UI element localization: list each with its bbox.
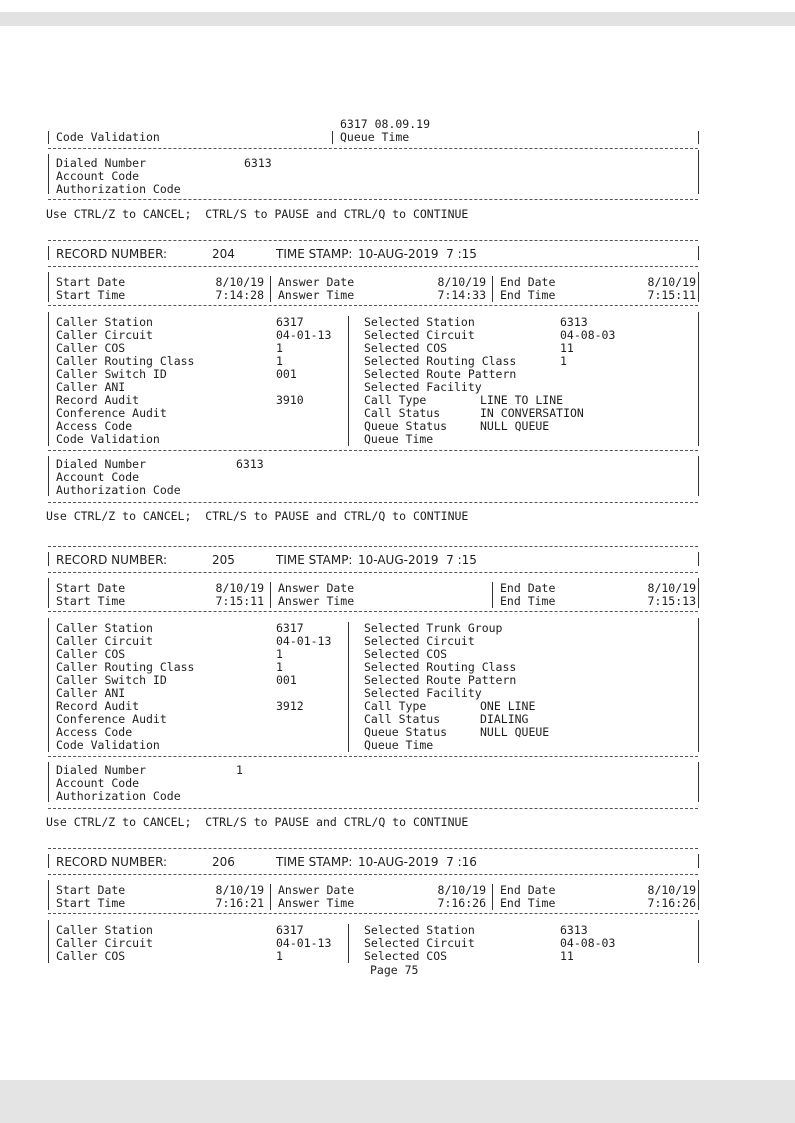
caller-circuit-value: 04-01-13 — [276, 328, 332, 342]
caller-station-value: 6317 — [276, 621, 304, 635]
record-audit-label: Record Audit — [56, 699, 140, 713]
separator — [48, 756, 698, 757]
caller-routing-class-value: 1 — [276, 354, 283, 368]
border-right — [698, 272, 699, 302]
timestamp-label: TIME STAMP: — [276, 247, 353, 261]
scan-top-bar — [0, 12, 795, 26]
end-time-label: End Time — [500, 594, 556, 608]
start-date-value: 8/10/19 — [215, 883, 264, 897]
border-right — [698, 552, 699, 566]
column-divider — [492, 276, 493, 302]
header-line: 6317 08.09.19 — [340, 117, 431, 131]
end-time-value: 7:16:26 — [647, 896, 696, 910]
separator — [48, 240, 698, 241]
separator — [48, 502, 698, 503]
access-code-label: Access Code — [56, 419, 133, 433]
caller-ani-label: Caller ANI — [56, 686, 126, 700]
selected-cos-label: Selected COS — [364, 647, 448, 661]
caller-station-label: Caller Station — [56, 923, 153, 937]
start-time-label: Start Time — [56, 896, 126, 910]
selected-route-pattern-label: Selected Route Pattern — [364, 367, 517, 381]
selected-cos-value: 11 — [560, 949, 574, 963]
start-date-label: Start Date — [56, 275, 126, 289]
caller-cos-value: 1 — [276, 647, 283, 661]
answer-date-label: Answer Date — [278, 883, 355, 897]
record-number-label: RECORD NUMBER: — [56, 247, 168, 261]
border-left — [48, 920, 49, 963]
start-time-label: Start Time — [56, 288, 126, 302]
answer-date-value: 8/10/19 — [437, 275, 486, 289]
account-code-label: Account Code — [56, 470, 140, 484]
separator — [48, 546, 698, 547]
selected-facility-label: Selected Facility — [364, 686, 482, 700]
selected-circuit-label: Selected Circuit — [364, 936, 475, 950]
caller-cos-label: Caller COS — [56, 647, 126, 661]
end-date-value: 8/10/19 — [647, 883, 696, 897]
column-divider — [492, 884, 493, 910]
column-divider — [270, 276, 271, 302]
dialed-number-label: Dialed Number — [56, 457, 147, 471]
partial-dialed-value: 6313 — [244, 156, 272, 170]
start-time-value: 7:15:11 — [215, 594, 264, 608]
scan-bottom-bar — [0, 1080, 795, 1123]
selected-cos-value: 11 — [560, 341, 574, 355]
instruction-line: Use CTRL/Z to CANCEL; CTRL/S to PAUSE and CTRL/Q to CONTINUE — [46, 509, 469, 523]
separator — [48, 450, 698, 451]
separator — [48, 266, 698, 267]
caller-ani-label: Caller ANI — [56, 380, 126, 394]
timestamp-value: 10-AUG-2019 7 :16 — [358, 855, 477, 869]
caller-switch-id-label: Caller Switch ID — [56, 673, 167, 687]
column-divider — [492, 582, 493, 608]
end-date-value: 8/10/19 — [647, 581, 696, 595]
call-type-label: Call Type — [364, 393, 427, 407]
caller-switch-id-value: 001 — [276, 673, 297, 687]
separator — [48, 148, 698, 149]
selected-route-pattern-label: Selected Route Pattern — [364, 673, 517, 687]
dialed-number-value: 6313 — [236, 457, 264, 471]
call-status-label: Call Status — [364, 712, 441, 726]
separator — [48, 848, 698, 849]
answer-time-value: 7:14:33 — [437, 288, 486, 302]
start-time-value: 7:16:21 — [215, 896, 264, 910]
caller-routing-class-label: Caller Routing Class — [56, 660, 195, 674]
start-date-label: Start Date — [56, 581, 126, 595]
call-type-label: Call Type — [364, 699, 427, 713]
selected-routing-class-label: Selected Routing Class — [364, 660, 517, 674]
border-right — [698, 854, 699, 868]
timestamp-value: 10-AUG-2019 7 :15 — [358, 553, 477, 567]
end-date-label: End Date — [500, 275, 556, 289]
dialed-number-value: 1 — [236, 763, 243, 777]
queue-time-label: Queue Time — [364, 738, 434, 752]
border-right — [698, 618, 699, 752]
queue-status-value: NULL QUEUE — [480, 419, 550, 433]
call-type-value: ONE LINE — [480, 699, 536, 713]
column-divider — [348, 924, 349, 963]
caller-circuit-label: Caller Circuit — [56, 936, 153, 950]
answer-time-label: Answer Time — [278, 896, 355, 910]
caller-cos-label: Caller COS — [56, 949, 126, 963]
code-validation-label: Code Validation — [56, 738, 160, 752]
selected-circuit-value: 04-08-03 — [560, 936, 616, 950]
selected-routing-class-label: Selected Routing Class — [364, 354, 517, 368]
start-date-label: Start Date — [56, 883, 126, 897]
selected-station-label: Selected Station — [364, 315, 475, 329]
border-right — [698, 150, 699, 194]
caller-circuit-value: 04-01-13 — [276, 936, 332, 950]
partial-code-validation: Code Validation — [56, 130, 160, 144]
border-left — [48, 854, 49, 868]
access-code-label: Access Code — [56, 725, 133, 739]
queue-time-label: Queue Time — [364, 432, 434, 446]
start-date-value: 8/10/19 — [215, 275, 264, 289]
record-number-value: 204 — [212, 247, 235, 261]
border-left — [48, 618, 49, 752]
record-number-value: 206 — [212, 855, 235, 869]
answer-date-value: 8/10/19 — [437, 883, 486, 897]
selected-station-value: 6313 — [560, 923, 588, 937]
timestamp-label: TIME STAMP: — [276, 855, 353, 869]
selected-cos-label: Selected COS — [364, 341, 448, 355]
conference-audit-label: Conference Audit — [56, 712, 167, 726]
border-left — [48, 552, 49, 566]
border-left — [48, 578, 49, 608]
selected-routing-class-value: 1 — [560, 354, 567, 368]
caller-cos-value: 1 — [276, 341, 283, 355]
queue-status-value: NULL QUEUE — [480, 725, 550, 739]
selected-circuit-label: Selected Circuit — [364, 328, 475, 342]
selected-circuit-label: Selected Circuit — [364, 634, 475, 648]
caller-cos-label: Caller COS — [56, 341, 126, 355]
column-divider — [270, 884, 271, 910]
selected-station-label: Selected Station — [364, 923, 475, 937]
border-right — [698, 131, 699, 144]
border-right — [698, 920, 699, 963]
answer-date-label: Answer Date — [278, 581, 355, 595]
record-audit-value: 3912 — [276, 699, 304, 713]
call-status-label: Call Status — [364, 406, 441, 420]
caller-station-value: 6317 — [276, 315, 304, 329]
caller-switch-id-label: Caller Switch ID — [56, 367, 167, 381]
border-right — [698, 880, 699, 910]
border-left — [48, 880, 49, 910]
end-date-label: End Date — [500, 581, 556, 595]
separator — [48, 305, 698, 306]
border-right — [698, 456, 699, 496]
border-left — [48, 456, 49, 496]
partial-dialed-label: Dialed Number — [56, 156, 147, 170]
caller-cos-value: 1 — [276, 949, 283, 963]
border-right — [698, 762, 699, 802]
caller-station-label: Caller Station — [56, 315, 153, 329]
end-time-label: End Time — [500, 896, 556, 910]
caller-circuit-value: 04-01-13 — [276, 634, 332, 648]
partial-account-code: Account Code — [56, 169, 140, 183]
page-number: Page 75 — [370, 963, 419, 977]
border-left — [48, 154, 49, 194]
caller-circuit-label: Caller Circuit — [56, 328, 153, 342]
end-date-value: 8/10/19 — [647, 275, 696, 289]
start-date-value: 8/10/19 — [215, 581, 264, 595]
separator — [48, 572, 698, 573]
border-left — [48, 272, 49, 302]
end-date-label: End Date — [500, 883, 556, 897]
dialed-number-label: Dialed Number — [56, 763, 147, 777]
column-divider — [270, 582, 271, 608]
selected-station-value: 6313 — [560, 315, 588, 329]
partial-queue-time: Queue Time — [340, 130, 410, 144]
caller-routing-class-label: Caller Routing Class — [56, 354, 195, 368]
column-divider — [348, 316, 349, 446]
authorization-code-label: Authorization Code — [56, 789, 181, 803]
timestamp-value: 10-AUG-2019 7 :15 — [358, 247, 477, 261]
answer-time-label: Answer Time — [278, 288, 355, 302]
answer-time-value: 7:16:26 — [437, 896, 486, 910]
selected-facility-label: Selected Facility — [364, 380, 482, 394]
border-left — [48, 131, 49, 144]
instruction-line: Use CTRL/Z to CANCEL; CTRL/S to PAUSE and CTRL/Q to CONTINUE — [46, 815, 469, 829]
separator — [48, 913, 698, 914]
caller-station-value: 6317 — [276, 923, 304, 937]
answer-time-label: Answer Time — [278, 594, 355, 608]
code-validation-label: Code Validation — [56, 432, 160, 446]
border-right — [698, 578, 699, 608]
call-status-value: DIALING — [480, 712, 529, 726]
border-right — [698, 246, 699, 260]
separator — [48, 874, 698, 875]
record-number-value: 205 — [212, 553, 235, 567]
border-left — [48, 312, 49, 446]
authorization-code-label: Authorization Code — [56, 483, 181, 497]
selected-cos-label: Selected COS — [364, 949, 448, 963]
separator — [48, 611, 698, 612]
conference-audit-label: Conference Audit — [56, 406, 167, 420]
partial-authorization-code: Authorization Code — [56, 182, 181, 196]
record-number-label: RECORD NUMBER: — [56, 553, 168, 567]
border-left — [48, 762, 49, 802]
queue-status-label: Queue Status — [364, 725, 448, 739]
end-time-label: End Time — [500, 288, 556, 302]
start-time-value: 7:14:28 — [215, 288, 264, 302]
caller-circuit-label: Caller Circuit — [56, 634, 153, 648]
call-status-value: IN CONVERSATION — [480, 406, 584, 420]
account-code-label: Account Code — [56, 776, 140, 790]
separator — [48, 808, 698, 809]
end-time-value: 7:15:11 — [647, 288, 696, 302]
column-divider — [332, 131, 333, 144]
record-audit-label: Record Audit — [56, 393, 140, 407]
caller-switch-id-value: 001 — [276, 367, 297, 381]
instruction-line: Use CTRL/Z to CANCEL; CTRL/S to PAUSE and CTRL/Q to CONTINUE — [46, 207, 469, 221]
caller-station-label: Caller Station — [56, 621, 153, 635]
call-type-value: LINE TO LINE — [480, 393, 564, 407]
start-time-label: Start Time — [56, 594, 126, 608]
border-left — [48, 246, 49, 260]
border-right — [698, 312, 699, 446]
record-number-label: RECORD NUMBER: — [56, 855, 168, 869]
answer-date-label: Answer Date — [278, 275, 355, 289]
selected-circuit-value: 04-08-03 — [560, 328, 616, 342]
timestamp-label: TIME STAMP: — [276, 553, 353, 567]
selected-trunk-group-label: Selected Trunk Group — [364, 621, 503, 635]
separator — [48, 199, 698, 200]
end-time-value: 7:15:13 — [647, 594, 696, 608]
column-divider — [348, 622, 349, 752]
caller-routing-class-value: 1 — [276, 660, 283, 674]
record-audit-value: 3910 — [276, 393, 304, 407]
queue-status-label: Queue Status — [364, 419, 448, 433]
